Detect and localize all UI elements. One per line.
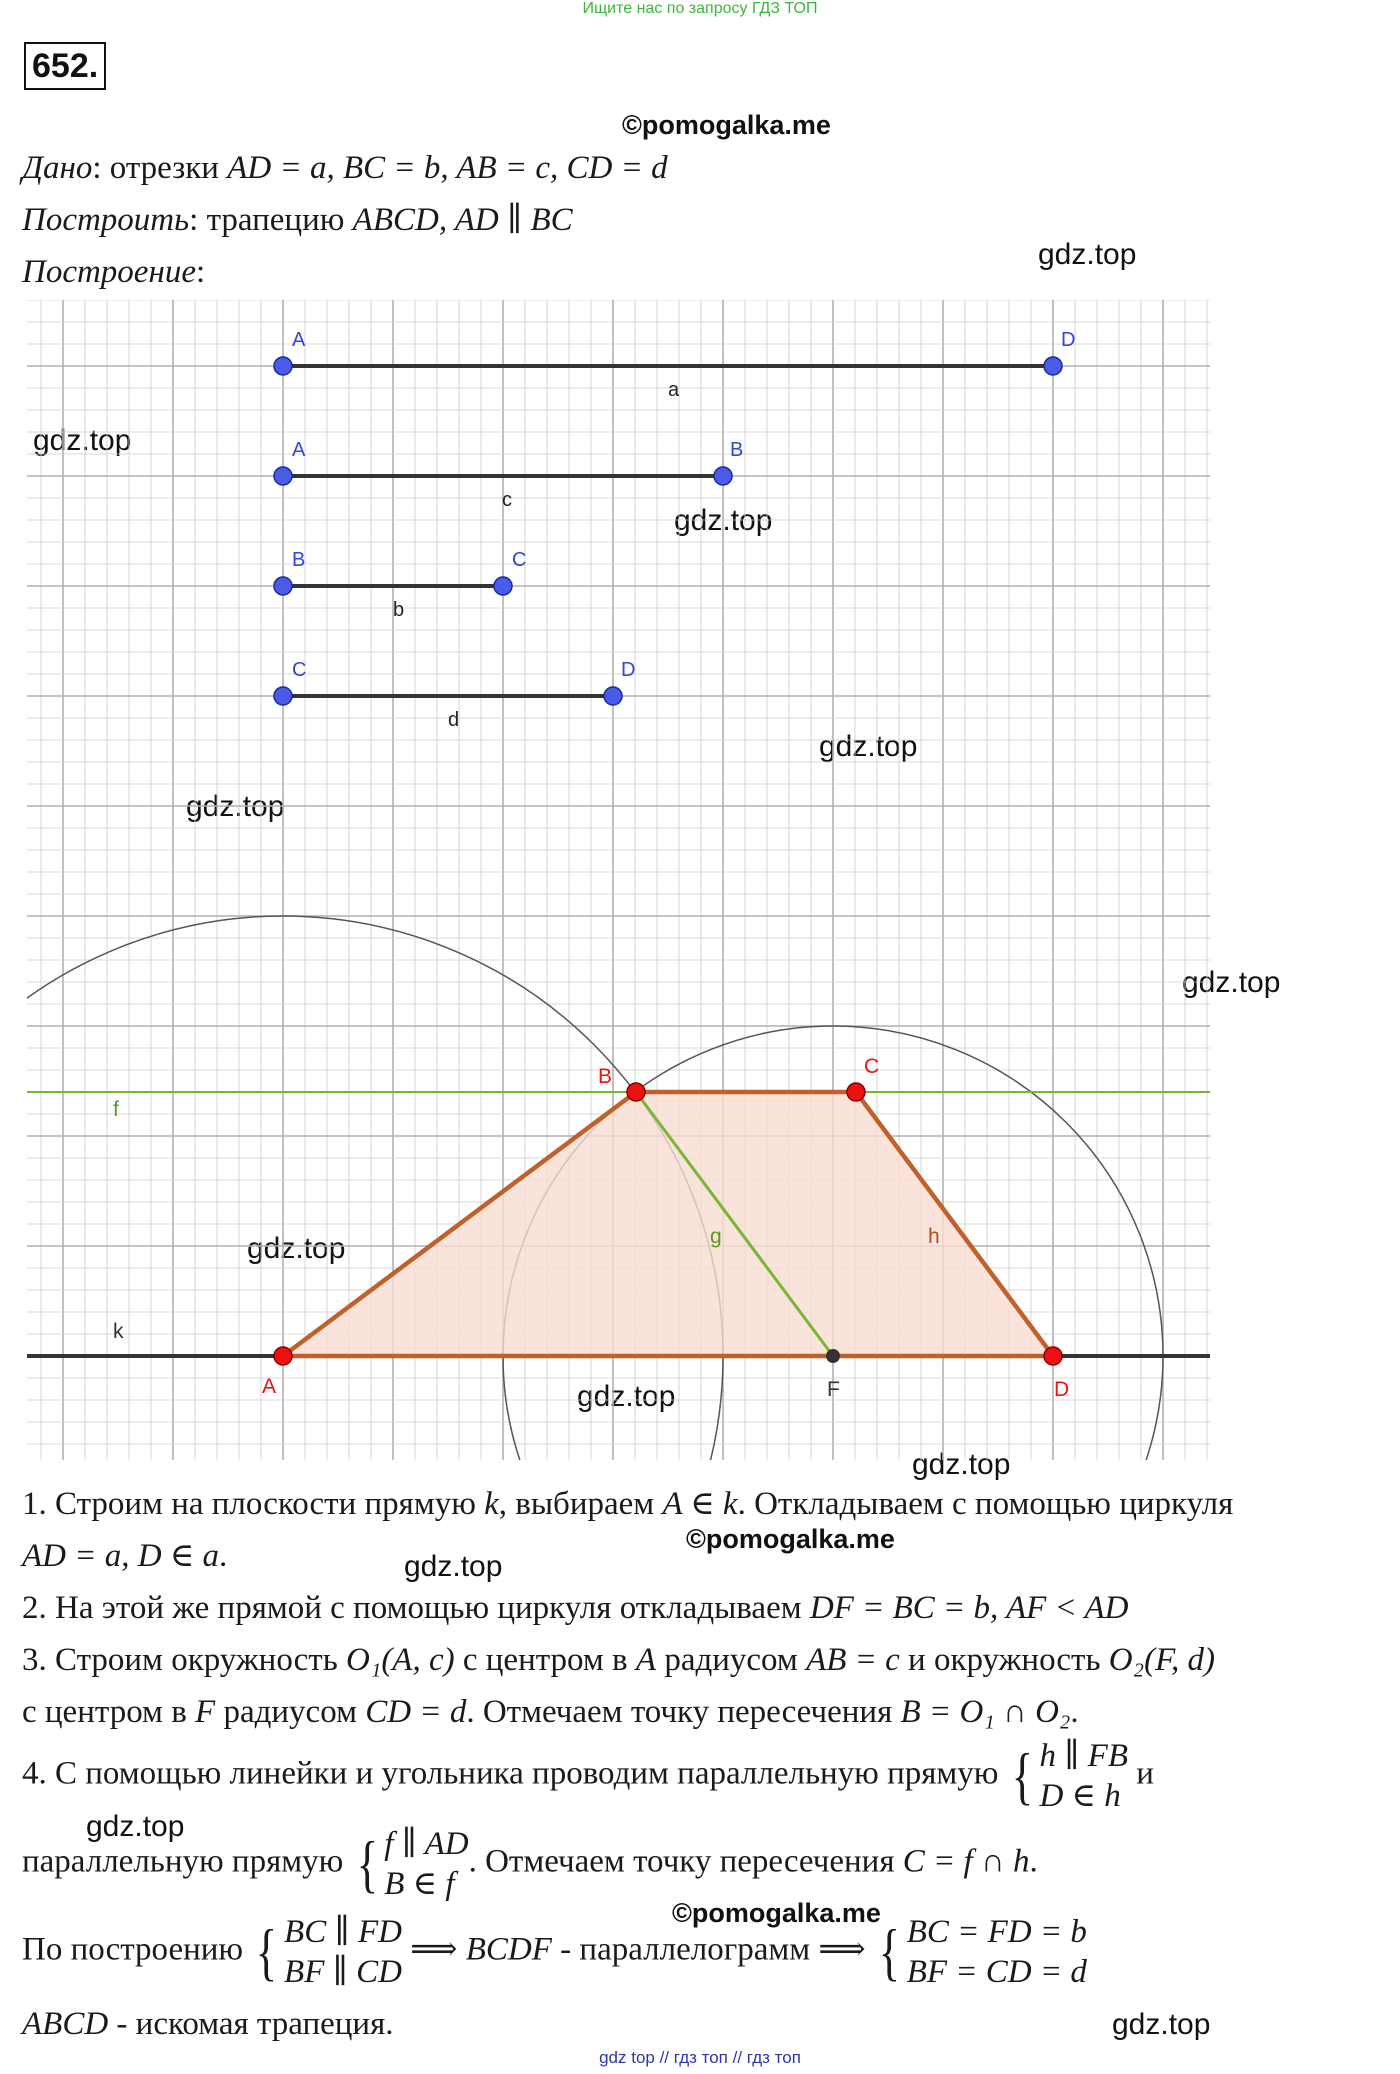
construct-text: : трапецию: [189, 202, 353, 238]
watermark-3: gdz.top: [674, 504, 773, 537]
step4-dot: .: [1029, 1843, 1038, 1880]
step2-text: 2. На этой же прямой с помощью циркуля откладываем: [22, 1590, 810, 1626]
point-d1: [1044, 357, 1062, 375]
step-1-line-2: [22, 1536, 227, 1576]
watermark-9: gdz.top: [912, 1448, 1011, 1481]
step3-math-o1: O₁(A, c): [346, 1642, 455, 1678]
point-c4: [274, 687, 292, 705]
pomogalka-watermark-3: ©pomogalka.me: [672, 1898, 881, 1928]
step1-math-a-in-k: A ∈ k: [662, 1486, 738, 1522]
step5-sys2-top: BC = FD = b: [906, 1914, 1087, 1950]
step5-text-c: - параллелограмм: [551, 1931, 819, 1968]
step4-sys2-top: f ∥ AD: [384, 1826, 469, 1862]
step3-math-cd: CD = d: [365, 1694, 467, 1730]
label-b3: B: [292, 549, 306, 571]
pomogalka-watermark-2: ©pomogalka.me: [686, 1524, 895, 1554]
construct-label: Построить: [22, 202, 190, 238]
step4-sys1-top: h ∥ FB: [1039, 1738, 1128, 1774]
bottom-banner[interactable]: gdz top // гдз топ // гдз топ: [599, 2048, 801, 2067]
step4-text-c: параллельную прямую: [22, 1843, 352, 1880]
watermark-4: gdz.top: [819, 730, 918, 763]
brace-icon: {: [255, 1916, 278, 1987]
label-a2: A: [292, 439, 306, 461]
segment-c: [274, 439, 743, 511]
step1-math-ad: AD = a, D ∈ a: [22, 1538, 220, 1574]
step-3-line-1: [22, 1640, 1215, 1680]
pomogalka-watermark: ©pomogalka.me: [622, 110, 831, 140]
step-4-line-1: [22, 1736, 1154, 1816]
brace-icon: {: [1011, 1740, 1033, 1811]
problem-number: 652.: [24, 42, 106, 90]
label-seg-d: d: [448, 709, 460, 731]
step4-text-d: . Отмечаем точку пересечения: [468, 1843, 903, 1880]
label-seg-b: b: [393, 599, 405, 621]
implies-arrow-2: ⟹: [818, 1931, 874, 1968]
watermark-10: gdz.top: [86, 1810, 185, 1843]
label-C: C: [864, 1055, 880, 1078]
construction-line: [22, 252, 205, 292]
step3-text-m: . Отмечаем точку пересечения: [466, 1694, 901, 1730]
step-5: [22, 1912, 1087, 1992]
given-text: : отрезки: [92, 150, 228, 186]
watermark-2: gdz.top: [33, 424, 132, 457]
watermark-11: gdz.top: [404, 1550, 503, 1583]
label-h: h: [928, 1225, 940, 1248]
construction-figure: [0, 296, 1400, 1466]
segment-a: [274, 329, 1075, 401]
step3-math-b: B = O₁ ∩ O₂: [900, 1694, 1071, 1730]
segment-d: [274, 659, 635, 731]
step4-system-1: [1007, 1736, 1128, 1816]
label-a1: A: [292, 329, 306, 351]
step4-text-b: и: [1128, 1755, 1154, 1792]
point-D: [1044, 1347, 1062, 1365]
step-6: [22, 2004, 394, 2044]
step5-sys2-bot: BF = CD = d: [906, 1954, 1087, 1990]
step3-math-o2: O₂(F, d): [1108, 1642, 1215, 1678]
step4-math-c: C = f ∩ h: [902, 1843, 1030, 1880]
point-a2: [274, 467, 292, 485]
label-b2: B: [730, 439, 744, 461]
label-f: f: [113, 1098, 119, 1121]
given-label: Дано: [22, 150, 93, 186]
label-c4: C: [292, 659, 307, 681]
label-F: F: [827, 1378, 840, 1401]
step4-text-a: 4. С помощью линейки и угольника проводим параллельную прямую: [22, 1755, 1007, 1792]
watermark-6: gdz.top: [1182, 966, 1281, 999]
point-B: [627, 1083, 645, 1101]
step5-math-bcdf: BCDF: [465, 1931, 552, 1968]
step5-system-1: [251, 1912, 402, 1992]
step1-dot: .: [219, 1538, 228, 1574]
label-k: k: [113, 1320, 124, 1343]
step5-sys1-top: BC ∥ FD: [284, 1914, 402, 1950]
point-b2: [714, 467, 732, 485]
point-A: [274, 1347, 292, 1365]
step6-text: - искомая трапеция.: [108, 2006, 394, 2042]
step3-math-a: A: [635, 1642, 657, 1678]
step4-system-2: [352, 1824, 469, 1904]
point-a1: [274, 357, 292, 375]
segment-b: [274, 549, 526, 621]
step6-math-abcd: ABCD: [22, 2006, 109, 2042]
step2-math: DF = BC = b, AF < AD: [809, 1590, 1129, 1626]
label-c3: C: [512, 549, 527, 571]
given-math: AD = a, BC = b, AB = c, CD = d: [227, 150, 668, 186]
label-d4: D: [621, 659, 636, 681]
watermark-5: gdz.top: [186, 790, 285, 823]
step-3-line-2: [22, 1692, 1079, 1732]
step3-math-ab: AB = c: [806, 1642, 900, 1678]
step5-sys1-bot: BF ∥ CD: [284, 1954, 402, 1990]
brace-icon: {: [878, 1916, 901, 1987]
point-c3: [494, 577, 512, 595]
watermark-1: gdz.top: [1038, 238, 1137, 271]
point-d4: [604, 687, 622, 705]
watermark-7: gdz.top: [247, 1232, 346, 1265]
label-B: B: [598, 1065, 613, 1088]
step5-system-2: [874, 1912, 1087, 1992]
label-seg-c: c: [502, 489, 512, 511]
brace-icon: {: [356, 1828, 378, 1899]
top-banner[interactable]: Ищите нас по запросу ГДЗ ТОП: [582, 0, 818, 17]
step-2: [22, 1588, 1128, 1628]
step1-text-a: 1. Строим на плоскости прямую: [22, 1486, 485, 1522]
step4-sys1-bot: D ∈ h: [1039, 1778, 1121, 1814]
watermark-8: gdz.top: [577, 1380, 676, 1413]
construction-label: Построение: [22, 254, 196, 290]
step3-text-c: с центром в: [454, 1642, 636, 1678]
step3-text-g: и окружность: [899, 1642, 1109, 1678]
point-b3: [274, 577, 292, 595]
label-d1: D: [1061, 329, 1076, 351]
step-1-line-1: [22, 1484, 1233, 1524]
construct-line: [22, 200, 573, 240]
step4-sys2-bot: B ∈ f: [384, 1866, 455, 1902]
step3-text-a: 3. Строим окружность: [22, 1642, 347, 1678]
step1-text-c: , выбираем: [498, 1486, 663, 1522]
step3-text-e: радиусом: [656, 1642, 807, 1678]
watermark-12: gdz.top: [1112, 2008, 1211, 2041]
step5-text-a: По построению: [22, 1931, 252, 1968]
label-g: g: [710, 1225, 722, 1248]
point-F: [826, 1349, 840, 1363]
given-line: [22, 148, 668, 188]
construction-text: :: [195, 254, 206, 290]
point-C: [847, 1083, 865, 1101]
step3-text-i: с центром в: [22, 1694, 196, 1730]
label-D: D: [1054, 1378, 1070, 1401]
implies-arrow: ⟹: [401, 1931, 466, 1968]
step3-math-f: F: [195, 1694, 216, 1730]
step1-math-k: k: [484, 1486, 499, 1522]
step3-text-k: радиусом: [215, 1694, 366, 1730]
label-A: A: [262, 1375, 277, 1398]
construct-math: ABCD, AD ∥ BC: [352, 202, 573, 238]
step3-dot: .: [1070, 1694, 1079, 1730]
step1-text-e: . Откладываем с помощью циркуля: [737, 1486, 1234, 1522]
label-seg-a: a: [668, 379, 680, 401]
